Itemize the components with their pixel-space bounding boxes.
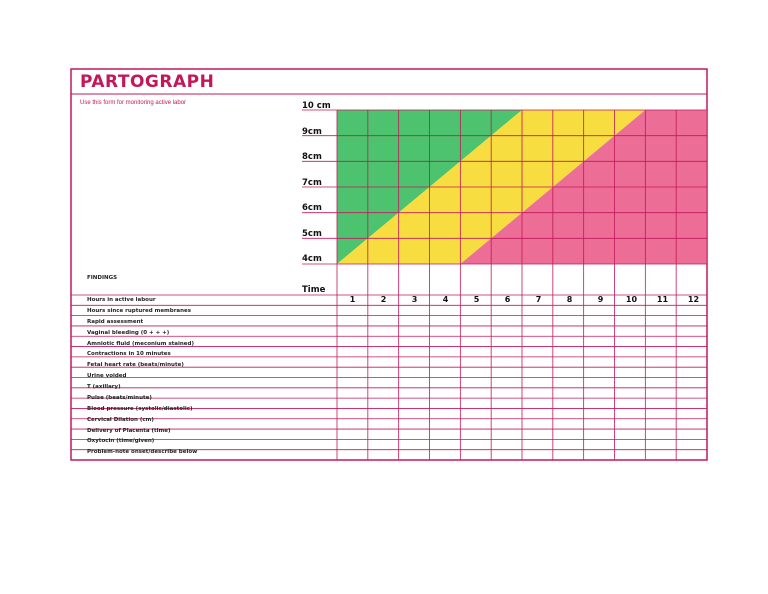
time-label: Time bbox=[302, 285, 326, 295]
row-label-hours-ruptured-membranes: Hours since ruptured membranes bbox=[87, 308, 192, 314]
hour-label: 9 bbox=[597, 295, 604, 304]
dilation-label-4: 4cm bbox=[302, 254, 322, 264]
row-label-pulse: Pulse (beats/minute) bbox=[87, 395, 152, 401]
row-label-urine-voided: Urine voided bbox=[87, 373, 127, 379]
row-label-vaginal-bleeding: Vaginal bleeding (0 + + +) bbox=[87, 330, 170, 336]
hour-label: 1 bbox=[349, 295, 356, 304]
dilation-label-9: 9cm bbox=[302, 127, 322, 137]
row-label-contractions: Contractions in 10 minutes bbox=[87, 351, 171, 357]
hour-label: 11 bbox=[656, 295, 669, 304]
row-label-temperature: T (axillary) bbox=[87, 384, 121, 390]
page-subtitle: Use this form for monitoring active labor bbox=[80, 100, 187, 106]
hour-label: 7 bbox=[535, 295, 542, 304]
hour-label: 4 bbox=[442, 295, 449, 304]
hour-label: 10 bbox=[625, 295, 638, 304]
row-label-fetal-heart-rate: Fetal heart rate (beats/minute) bbox=[87, 362, 184, 368]
row-label-placenta-delivery: Delivery of Placenta (time) bbox=[87, 428, 171, 434]
hour-label: 5 bbox=[473, 295, 480, 304]
dilation-label-8: 8cm bbox=[302, 152, 322, 162]
row-label-problem-note: Problem-note onset/describe below bbox=[87, 449, 198, 455]
hour-label: 8 bbox=[566, 295, 573, 304]
row-label-amniotic-fluid: Amniotic fluid (meconium stained) bbox=[87, 341, 194, 347]
hour-label: 3 bbox=[411, 295, 418, 304]
row-label-rapid-assessment: Rapid assessment bbox=[87, 319, 144, 325]
hour-label: 2 bbox=[380, 295, 387, 304]
hour-label: 6 bbox=[504, 295, 511, 304]
row-label-blood-pressure: Blood pressure (systolic/diastolic) bbox=[87, 406, 193, 412]
hour-label: 12 bbox=[687, 295, 700, 304]
row-label-oxytocin: Oxytocin (time/given) bbox=[87, 438, 155, 444]
row-label-cervical-dilation: Cervical Dilation (cm) bbox=[87, 417, 154, 423]
findings-label: FINDINGS bbox=[87, 275, 118, 281]
dilation-label-7: 7cm bbox=[302, 178, 322, 188]
dilation-label-6: 6cm bbox=[302, 203, 322, 213]
dilation-label-10: 10 cm bbox=[302, 101, 331, 111]
row-label-hours-active-labour: Hours in active labour bbox=[87, 297, 156, 303]
dilation-label-5: 5cm bbox=[302, 229, 322, 239]
page-title: PARTOGRAPH bbox=[80, 72, 215, 92]
